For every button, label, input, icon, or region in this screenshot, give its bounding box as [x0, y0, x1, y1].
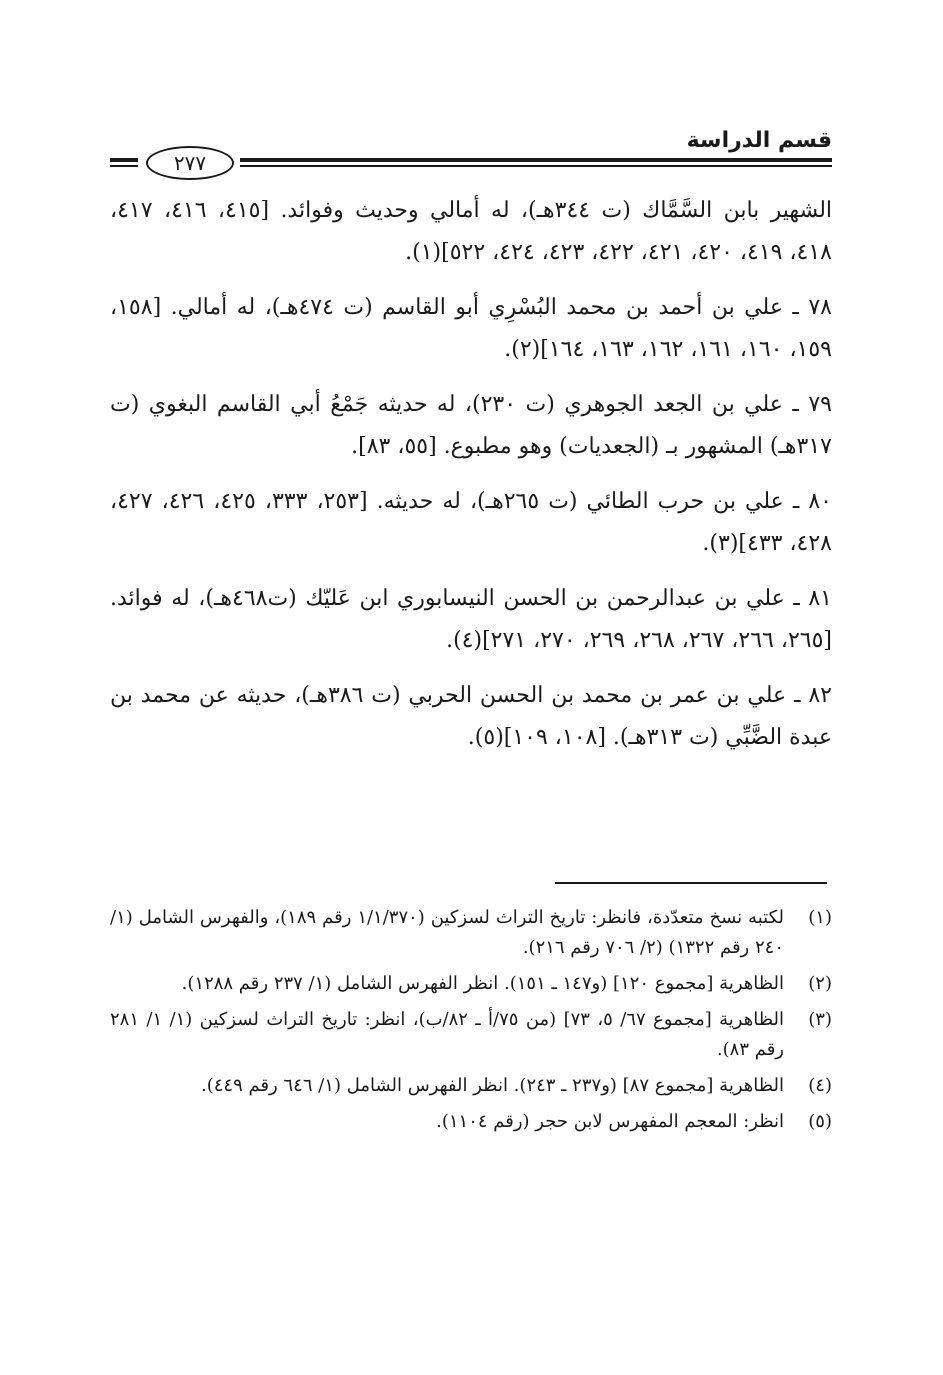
paragraph: ٨١ ـ علي بن عبدالرحمن بن الحسن النيسابوري ابن عَليّك (ت٤٦٨هـ)، له فوائد. [٢٦٥، ٢٦٦، ٢٦٧، ٢٦٨، ٢٦٩، ٢٧٠، ٢٧١](٤).	[110, 586, 832, 653]
paragraph: ٨٢ ـ علي بن عمر بن محمد بن الحسن الحربي (ت ٣٨٦هـ)، حديثه عن محمد بن عبدة الضَّبِّي (ت ٣١٣هـ). [١٠٨، ١٠٩](٥).	[110, 683, 832, 750]
header-rule	[240, 158, 832, 162]
page-number: ٢٧٧	[146, 146, 234, 180]
footnote-mark: (٢)	[808, 973, 832, 994]
paragraph: ٧٩ ـ علي بن الجعد الجوهري (ت ٢٣٠)، له حديثه جَمْعُ أبي القاسم البغوي (ت ٣١٧هـ) المشهور بـ (الجعديات) وهو مطبوع. [٥٥، ٨٣].	[110, 392, 832, 459]
header-rule-left-thin	[110, 165, 138, 167]
section-title: قسم الدراسة	[686, 128, 832, 153]
footnotes	[110, 903, 832, 1143]
footnote-text: لكتبه نسخ متعدّدة، فانظر: تاريخ التراث لسزكين (١/١/٣٧٠ رقم ١٨٩)، والفهرس الشامل (١/ ٢٤٠ رقم ١٣٢٢) (٢/ ٧٠٦ رقم ٢١٦).	[110, 907, 784, 958]
footnote-divider	[555, 882, 827, 884]
footnote-text: الظاهرية [مجموع ١٢٠] (و١٤٧ ـ ١٥١). انظر الفهرس الشامل (١/ ٢٣٧ رقم ١٢٨٨).	[181, 973, 784, 994]
footnote-text: انظر: المعجم المفهرس لابن حجر (رقم ١١٠٤).	[436, 1111, 784, 1132]
footnote	[110, 969, 832, 999]
footnote	[110, 903, 832, 963]
paragraph: ٨٠ ـ علي بن حرب الطائي (ت ٢٦٥هـ)، له حديثه. [٢٥٣، ٣٣٣، ٤٢٥، ٤٢٦، ٤٢٧، ٤٢٨، ٤٣٣](٣).	[110, 489, 832, 556]
footnote-mark: (٥)	[808, 1111, 832, 1132]
paragraph: ٧٨ ـ علي بن أحمد بن محمد البُسْرِي أبو القاسم (ت ٤٧٤هـ)، له أمالي. [١٥٨، ١٥٩، ١٦٠، ١٦١، ١٦٢، ١٦٣، ١٦٤](٢).	[110, 295, 832, 362]
footnote-mark: (١)	[808, 907, 832, 928]
footnote	[110, 1005, 832, 1065]
footnote-mark: (٣)	[808, 1009, 832, 1030]
header-rule-left	[110, 158, 138, 162]
footnote	[110, 1071, 832, 1101]
footnote	[110, 1107, 832, 1137]
paragraph: الشهير بابن السَّمَّاك (ت ٣٤٤هـ)، له أمالي وحديث وفوائد. [٤١٥، ٤١٦، ٤١٧، ٤١٨، ٤١٩، ٤٢٠، ٤٢١، ٤٢٢، ٤٢٣، ٤٢٤، ٥٢٢](١).	[110, 198, 833, 265]
footnote-text: الظاهرية [مجموع ٦٧/ ٥، ٧٣] (من ٧٥/أ ـ ٨٢/ب)، انظر: تاريخ التراث لسزكين (١/ ١/ ٢٨١ رقم ٨٣).	[110, 1009, 784, 1060]
page-header	[110, 128, 832, 176]
main-text	[110, 190, 832, 772]
footnote-mark: (٤)	[808, 1075, 832, 1096]
footnote-text: الظاهرية [مجموع ٨٧] (و٢٣٧ ـ ٢٤٣). انظر الفهرس الشامل (١/ ٦٤٦ رقم ٤٤٩).	[200, 1075, 784, 1096]
header-rule-thin	[240, 165, 832, 167]
